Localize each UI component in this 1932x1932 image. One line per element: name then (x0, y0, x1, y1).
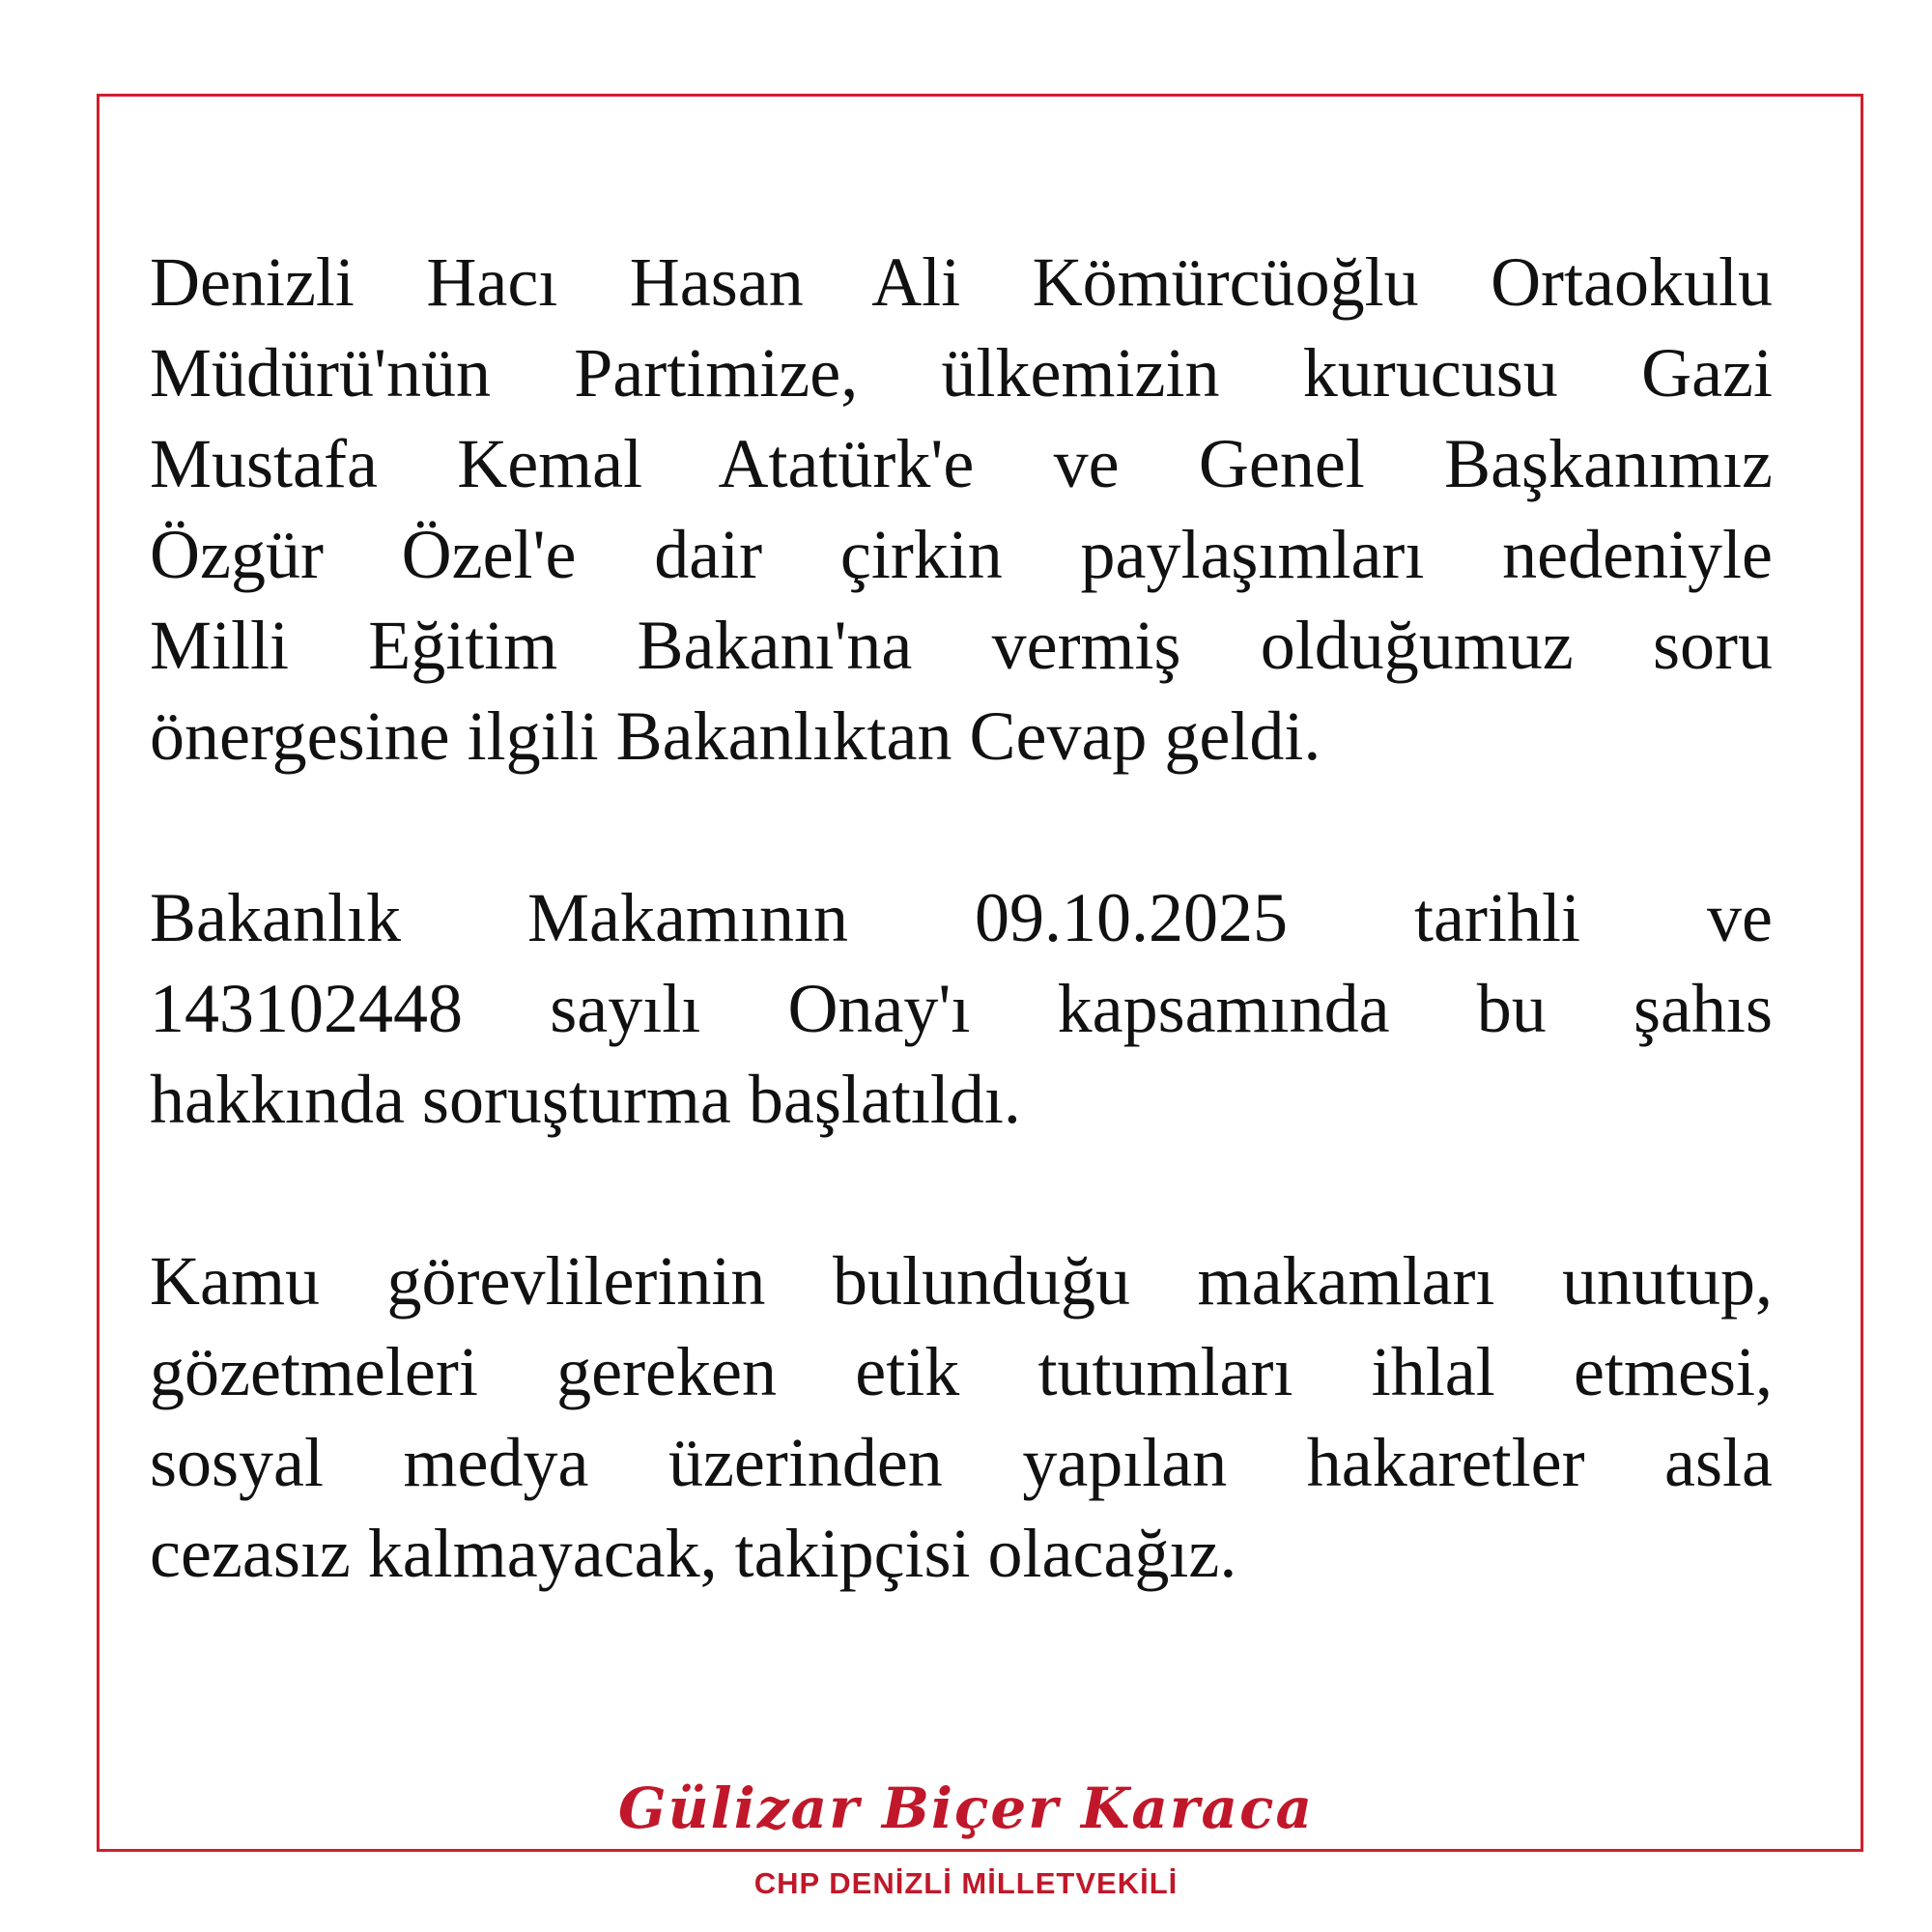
paragraph (150, 1236, 1773, 1599)
text-line: Bakanlık Makamının 09.10.2025 tarihli ve (150, 879, 1773, 956)
signature-title: CHP DENİZLİ MİLLETVEKİLİ (753, 1866, 1179, 1900)
text-line: hakkında soruşturma başlatıldı. (150, 1061, 1021, 1138)
text-line: Milli Eğitim Bakanı'na vermiş olduğumuz soru (150, 607, 1773, 684)
text-line: Kamu görevlilerinin bulunduğu makamları unutup, (150, 1242, 1773, 1320)
text-line: Mustafa Kemal Atatürk'e ve Genel Başkanımız (150, 425, 1773, 502)
text-line: 143102448 sayılı Onay'ı kapsamında bu şahıs (150, 970, 1773, 1047)
text-line: Denizli Hacı Hasan Ali Kömürcüoğlu Ortaokulu (150, 243, 1773, 321)
paragraph (150, 872, 1773, 1145)
text-line: sosyal medya üzerinden yapılan hakaretler asla (150, 1424, 1773, 1501)
signature-name: Gülizar Biçer Karaca (617, 1776, 1315, 1841)
text-line: cezasız kalmayacak, takipçisi olacağız. (150, 1515, 1237, 1592)
text-line: Müdürü'nün Partimize, ülkemizin kurucusu Gazi (150, 334, 1773, 412)
text-line: önergesine ilgili Bakanlıktan Cevap geldi. (150, 697, 1321, 775)
paragraph (150, 237, 1773, 781)
text-line: Özgür Özel'e dair çirkin paylaşımları nedeniyle (150, 516, 1773, 593)
statement-text (150, 237, 1773, 1690)
text-line: gözetmeleri gereken etik tutumları ihlal etmesi, (150, 1333, 1773, 1410)
